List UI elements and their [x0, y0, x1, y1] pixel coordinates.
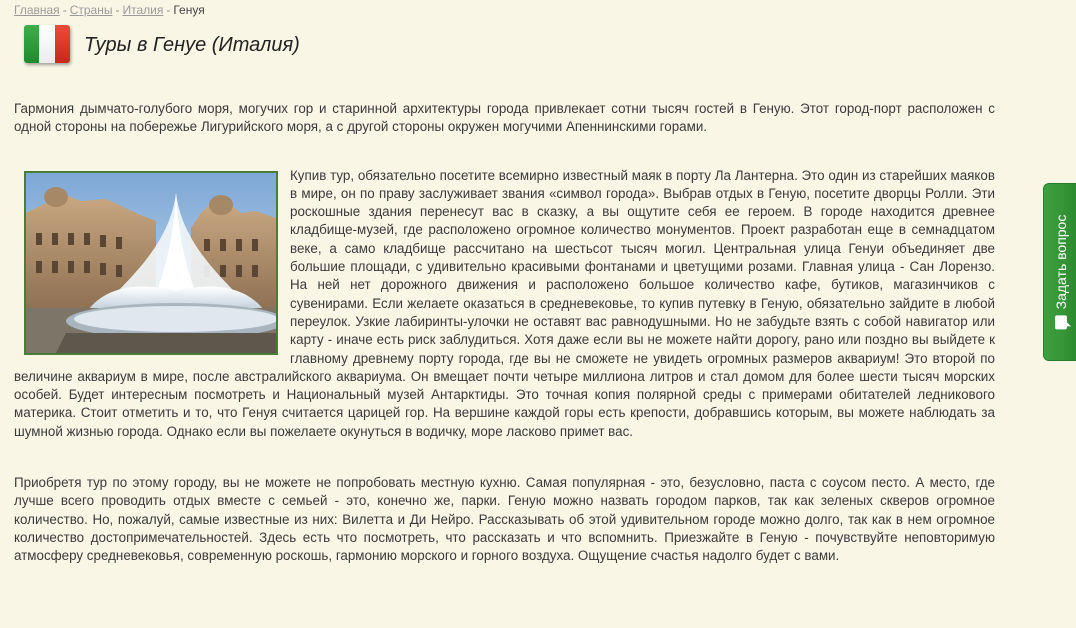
ask-question-tab[interactable]: [1043, 183, 1076, 361]
breadcrumb-separator: -: [115, 3, 120, 17]
breadcrumb-link-countries[interactable]: Страны: [69, 3, 113, 17]
main-paragraph: Купив тур, обязательно посетите всемирно известный маяк в порту Ла Лантерна. Это один из старейших маяков в мире, он по праву заслуживает звания «символ города». Выбрав отдых в Геную, посетите дворцы Ролли. Эти роскошные здания перенесут вас в сказку, а вы ощутите себя ее героем. В городе находится древнее кладбище-музей, где расположено огромное количество монументов. Проект разработан еще в семнадцатом веке, а само кладбище рассчитано на шестьсот тысяч могил. Центральная улица Генуи объединяет две большие площади, с удивительно красивыми фонтанами и цветущими розами. Главная улица - Сан Лорензо. На ней нет дорожного движения и расположено большое количество кафе, бутиков, магазинчиков с сувенирами. Если желаете оказаться в средневековье, то купив путевку в Геную, обязательно зайдите в любой переулок. Узкие лабиринты-улочки не оставят вас равнодушными. Но не забудьте взять с собой навигатор или карту - иначе есть риск заблудиться. Хотя даже если вы не можете найти дорогу, рано или поздно вы выйдете к главному древнему порту города, где вы не сможете не увидеть огромных размеров аквариум! Это второй по величине аквариум в мире, после австралийского аквариума. Он вмещает почти четыре миллиона литров и стал домом для более шести тысяч морских особей. Будет интересным посмотреть и Национальный музей Антарктиды. Это точная копия полярной среды с примерами обитателей ледникового материка. Стоит отметить и то, что Генуя считается царицей гор. На вершине каждой горы есть крепости, добравшись которым, вы можете наблюдать за шумной жизнью города. Однако если вы пожелаете окунуться в водичку, море ласково примет вас.: [14, 167, 995, 439]
outro-paragraph: Приобретя тур по этому городу, вы не можете не попробовать местную кухню. Самая популярная - это, безусловно, паста с соусом песто. А место, где лучше всего проводить отдых вместе с семьей - это, конечно же, парки. Геную можно назвать городом парков, так как зеленых скверов огромное количество. Но, пожалуй, самые известные из них: Вилетта и Ди Нейро. Рассказывать об этой удивительном городе можно долго, так как в нем огромное количество достопримечательностей. Здесь есть что посмотреть, что рассказать и что вспомнить. Приезжайте в Геную - почувствуйте неповторимую атмосферу средневековья, современную роскошь, гармонию морского и горного воздуха. Ощущение счастья надолго будет с вами.: [14, 475, 995, 564]
breadcrumb-separator: -: [166, 3, 171, 17]
genoa-fountain-photo: [24, 171, 278, 355]
ask-question-label: Задать вопрос: [1052, 214, 1069, 310]
page-title: Туры в Генуе (Италия): [84, 34, 300, 56]
breadcrumb-link-home[interactable]: Главная: [14, 3, 60, 17]
chat-icon: [1055, 315, 1067, 329]
breadcrumb: [14, 3, 205, 17]
breadcrumb-current: Генуя: [173, 3, 205, 17]
italy-flag-icon: [24, 25, 70, 63]
ask-question-tab-label-wrap: [1053, 215, 1069, 330]
breadcrumb-link-italy[interactable]: Италия: [122, 3, 164, 17]
intro-paragraph: Гармония дымчато-голубого моря, могучих гор и старинной архитектуры города привлекает сотни тысяч гостей в Геную. Этот город-порт расположен с одной стороны на побережье Лигурийского моря, а с другой стороны окружен могучими Апеннинскими горами.: [14, 101, 995, 135]
breadcrumb-separator: -: [62, 3, 67, 17]
article-content: [14, 100, 995, 566]
